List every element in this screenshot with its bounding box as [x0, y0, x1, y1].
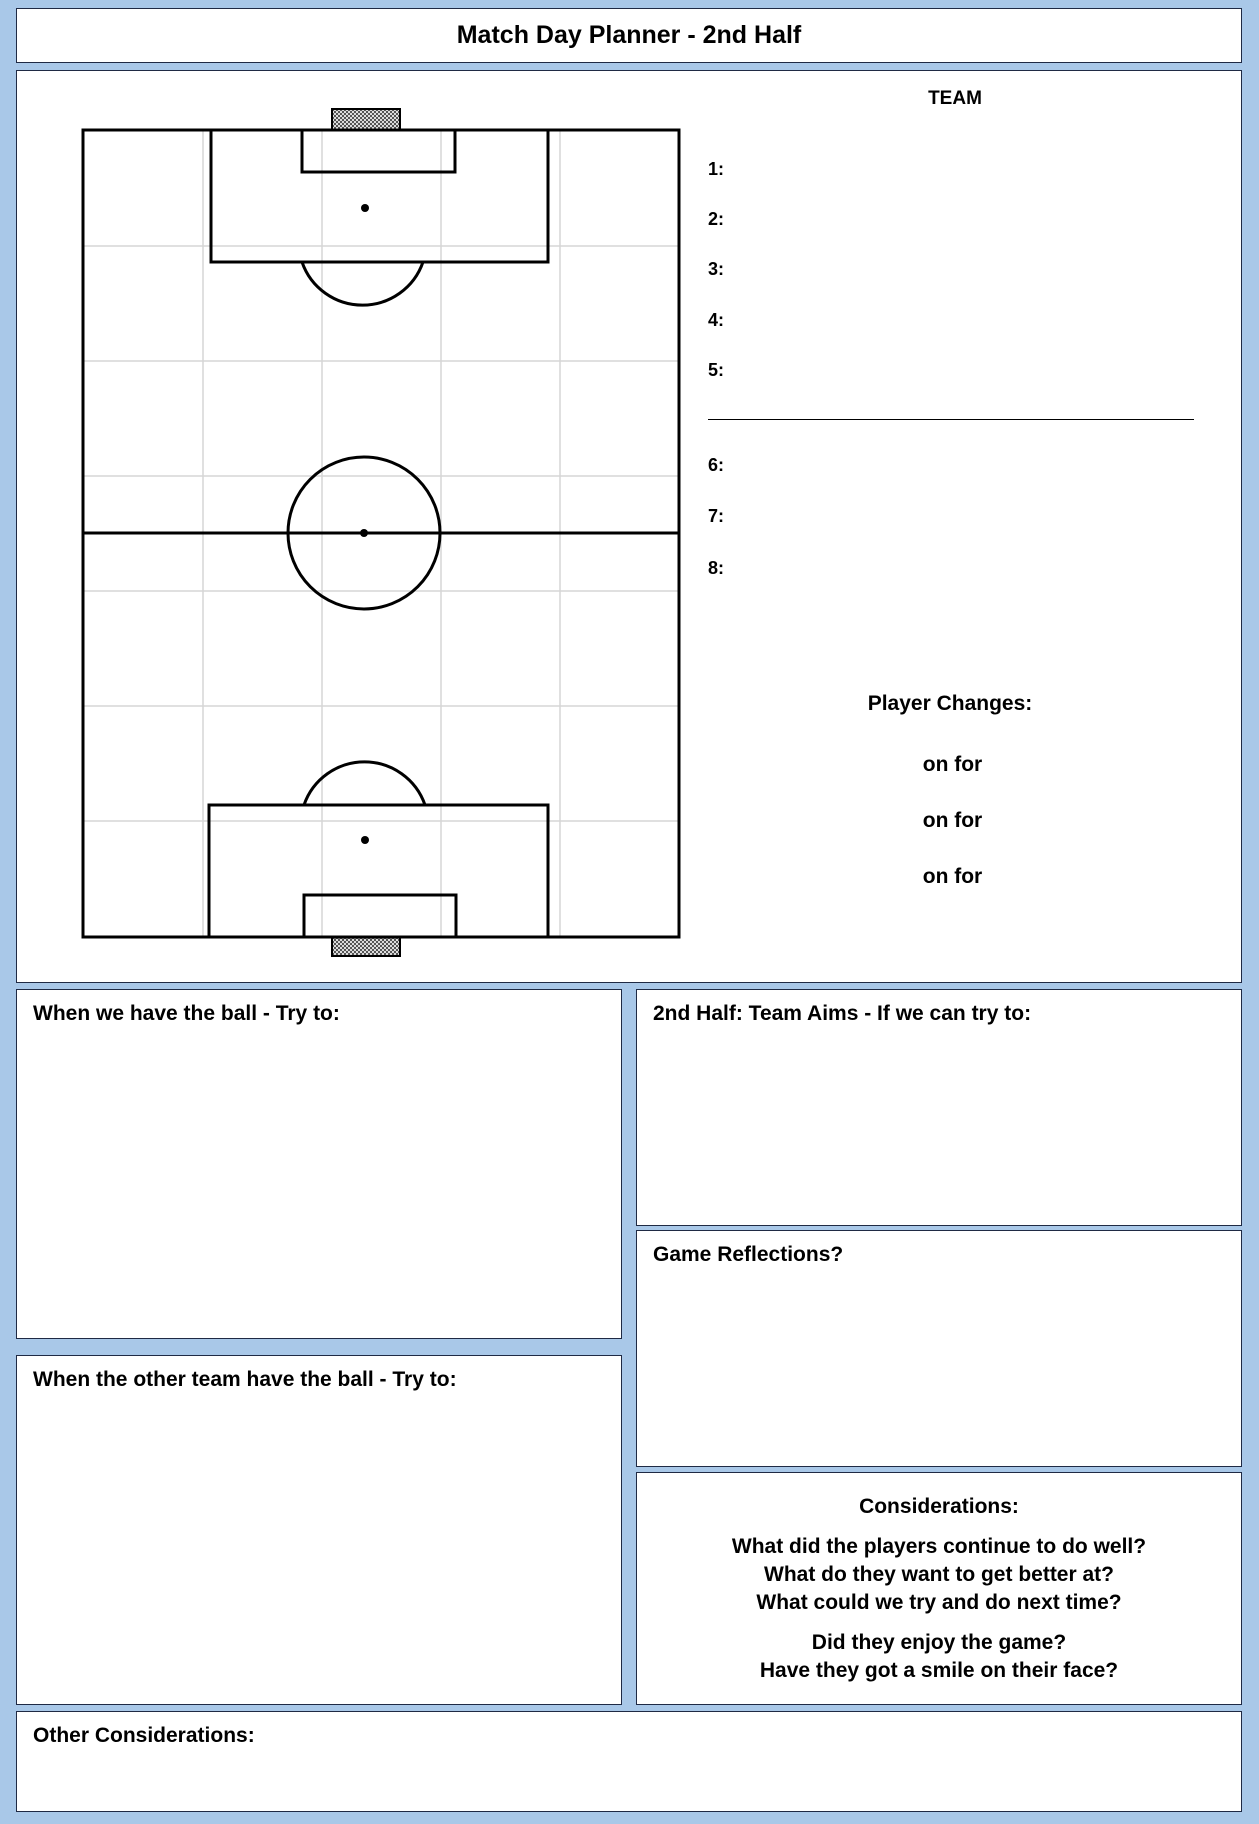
top-penalty-spot — [361, 204, 369, 212]
page-title: Match Day Planner - 2nd Half — [456, 21, 802, 49]
top-penalty-box — [211, 130, 548, 262]
team-heading: TEAM — [928, 88, 982, 109]
consideration-question: What did the players continue to do well? — [731, 1535, 1147, 1558]
player-change-row: on for — [922, 809, 983, 832]
pitch-and-team-panel — [16, 70, 1242, 983]
considerations-section — [636, 1472, 1242, 1705]
player-slot-6: 6: — [708, 455, 725, 475]
game-reflections-section[interactable] — [636, 1230, 1242, 1467]
player-slot-7: 7: — [708, 506, 725, 526]
bottom-penalty-spot — [361, 836, 369, 844]
player-change-row: on for — [922, 865, 983, 888]
team-aims-heading: 2nd Half: Team Aims - If we can try to: — [653, 1002, 1032, 1025]
team-divider — [708, 419, 1194, 420]
center-spot — [360, 529, 368, 537]
player-change-row: on for — [922, 753, 983, 776]
consideration-question: What do they want to get better at? — [764, 1563, 1114, 1586]
top-six-yard-box — [302, 130, 455, 172]
consideration-question: What could we try and do next time? — [756, 1591, 1122, 1614]
consideration-question: Have they got a smile on their face? — [759, 1659, 1119, 1682]
football-pitch-diagram — [67, 96, 681, 976]
considerations-heading: Considerations: — [859, 1495, 1019, 1518]
other-considerations-heading: Other Considerations: — [33, 1724, 255, 1747]
with-ball-heading: When we have the ball - Try to: — [33, 1002, 340, 1025]
other-team-ball-heading: When the other team have the ball - Try to: — [33, 1368, 457, 1391]
bottom-six-yard-box — [304, 895, 456, 937]
player-slot-1: 1: — [708, 159, 725, 179]
other-team-ball-section[interactable] — [16, 1355, 622, 1705]
player-slot-3: 3: — [708, 259, 725, 279]
bottom-penalty-box — [209, 805, 548, 937]
player-slot-8: 8: — [708, 558, 725, 578]
top-goal — [332, 109, 400, 130]
game-reflections-heading: Game Reflections? — [653, 1243, 844, 1266]
player-slot-2: 2: — [708, 209, 725, 229]
top-penalty-arc — [302, 262, 423, 305]
player-changes-heading: Player Changes: — [867, 692, 1033, 715]
team-aims-section[interactable] — [636, 989, 1242, 1226]
consideration-question: Did they enjoy the game? — [811, 1631, 1067, 1654]
with-ball-section[interactable] — [16, 989, 622, 1339]
title-bar — [16, 8, 1242, 63]
player-slot-5: 5: — [708, 360, 725, 380]
player-slot-4: 4: — [708, 310, 725, 330]
bottom-goal — [332, 937, 400, 956]
other-considerations-section[interactable] — [16, 1711, 1242, 1812]
